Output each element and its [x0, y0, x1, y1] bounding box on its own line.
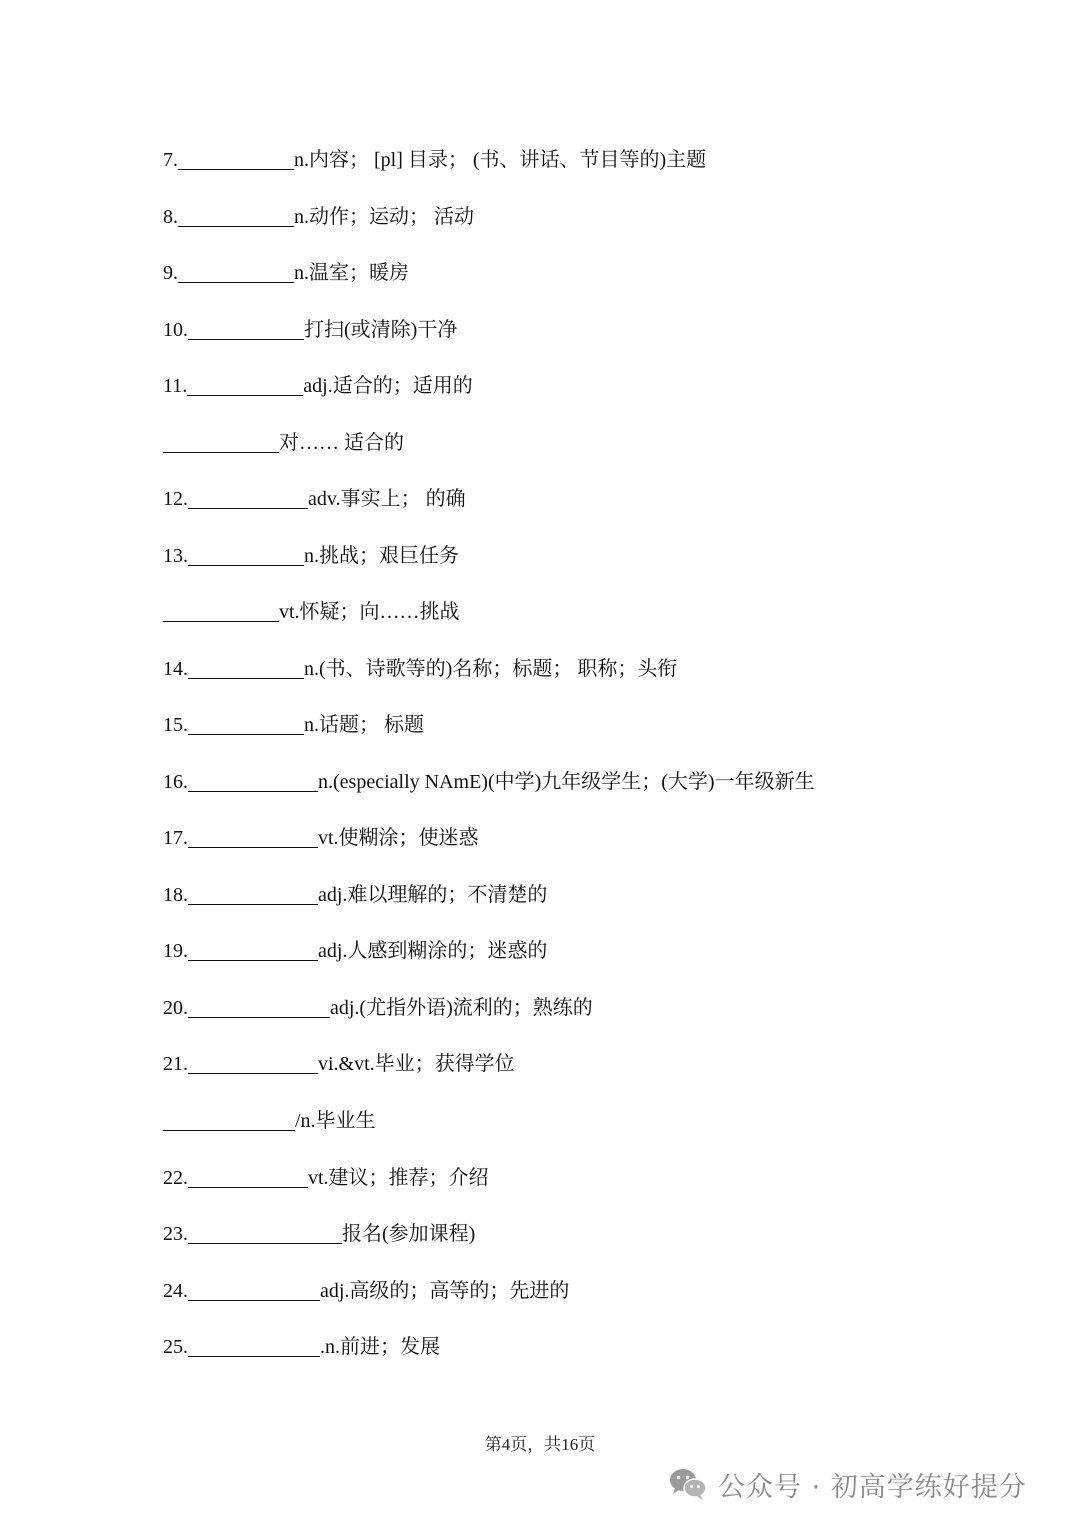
item-definition: 打扫(或清除)干净: [304, 319, 458, 341]
item-definition: vt.使糊涂；使迷惑: [318, 827, 479, 849]
answer-blank[interactable]: [188, 997, 330, 1018]
item-number: 24.: [163, 1280, 188, 1302]
wechat-icon: [668, 1467, 708, 1501]
list-item: [163, 538, 459, 568]
list-item: [163, 1273, 569, 1303]
answer-blank[interactable]: [178, 149, 294, 170]
list-item: [163, 820, 479, 850]
list-item: [163, 142, 706, 172]
list-item: [163, 990, 593, 1020]
item-definition: vt.建议；推荐；介绍: [308, 1167, 489, 1189]
item-definition: adj.高级的；高等的；先进的: [320, 1280, 570, 1302]
item-definition: 对…… 适合的: [279, 432, 404, 454]
list-item: [163, 877, 547, 907]
item-definition: adj.难以理解的；不清楚的: [318, 884, 548, 906]
list-item: [163, 368, 473, 398]
list-item: [163, 1216, 475, 1246]
list-item: [163, 255, 409, 285]
answer-blank[interactable]: [163, 432, 279, 453]
list-item: [163, 481, 466, 511]
item-number: 12.: [163, 488, 188, 510]
answer-blank[interactable]: [188, 714, 304, 735]
answer-blank[interactable]: [178, 206, 294, 227]
answer-blank[interactable]: [163, 1110, 295, 1131]
answer-blank[interactable]: [188, 1053, 318, 1074]
page-footer: 第4页，共16页: [484, 1435, 596, 1454]
answer-blank[interactable]: [188, 545, 304, 566]
list-item: [163, 707, 424, 737]
item-definition: n.温室；暖房: [294, 262, 409, 284]
answer-blank[interactable]: [188, 319, 304, 340]
item-number: 11.: [163, 375, 188, 397]
answer-blank[interactable]: [188, 827, 318, 848]
list-item: [163, 651, 677, 681]
item-definition: adv.事实上； 的确: [308, 488, 466, 510]
list-item: [163, 1329, 440, 1359]
item-number: 10.: [163, 319, 188, 341]
answer-blank[interactable]: [188, 488, 308, 509]
list-item: [163, 425, 404, 455]
answer-blank[interactable]: [188, 1336, 320, 1357]
answer-blank[interactable]: [163, 601, 279, 622]
item-number: 8.: [163, 206, 178, 228]
answer-blank[interactable]: [188, 884, 318, 905]
answer-blank[interactable]: [187, 375, 303, 396]
item-number: 21.: [163, 1053, 188, 1075]
item-number: 25.: [163, 1336, 188, 1358]
list-item: [163, 199, 474, 229]
item-definition: /n.毕业生: [295, 1110, 376, 1132]
item-number: 9.: [163, 262, 178, 284]
list-item: [163, 1103, 376, 1133]
item-number: 16.: [163, 771, 188, 793]
item-number: 7.: [163, 149, 178, 171]
item-definition: n.挑战；艰巨任务: [304, 545, 459, 567]
answer-blank[interactable]: [188, 771, 318, 792]
item-definition: adj.适合的；适用的: [303, 375, 473, 397]
list-item: [163, 1160, 489, 1190]
item-definition: n.(especially NAmE)(中学)九年级学生；(大学)一年级新生: [318, 771, 815, 793]
answer-blank[interactable]: [178, 262, 294, 283]
item-definition: n.话题； 标题: [304, 714, 424, 736]
answer-blank[interactable]: [188, 658, 304, 679]
item-number: 23.: [163, 1223, 188, 1245]
answer-blank[interactable]: [188, 1280, 320, 1301]
list-item: [163, 933, 547, 963]
item-number: 15.: [163, 714, 188, 736]
list-item: [163, 764, 815, 794]
item-definition: vi.&vt.毕业；获得学位: [318, 1053, 515, 1075]
answer-blank[interactable]: [188, 1167, 308, 1188]
answer-blank[interactable]: [188, 940, 318, 961]
item-number: 13.: [163, 545, 188, 567]
item-number: 19.: [163, 940, 188, 962]
item-number: 18.: [163, 884, 188, 906]
list-item: [163, 1046, 515, 1076]
item-number: 14.: [163, 658, 188, 680]
item-definition: adj.(尤指外语)流利的；熟练的: [330, 997, 593, 1019]
item-definition: n.(书、诗歌等的)名称；标题； 职称；头衔: [304, 658, 678, 680]
item-definition: n.动作；运动； 活动: [294, 206, 474, 228]
item-number: 22.: [163, 1167, 188, 1189]
watermark: [668, 1462, 1027, 1506]
answer-blank[interactable]: [188, 1223, 342, 1244]
item-number: 20.: [163, 997, 188, 1019]
item-definition: n.内容； [pl] 目录； (书、讲话、节目等的)主题: [294, 149, 707, 171]
list-item: [163, 594, 460, 624]
list-item: [163, 312, 457, 342]
watermark-text: 公众号 · 初高学练好提分: [718, 1471, 1027, 1503]
item-definition: adj.人感到糊涂的；迷惑的: [318, 940, 548, 962]
item-definition: vt.怀疑；向……挑战: [279, 601, 460, 623]
item-definition: .n.前进；发展: [320, 1336, 440, 1358]
item-definition: 报名(参加课程): [342, 1223, 476, 1245]
item-number: 17.: [163, 827, 188, 849]
